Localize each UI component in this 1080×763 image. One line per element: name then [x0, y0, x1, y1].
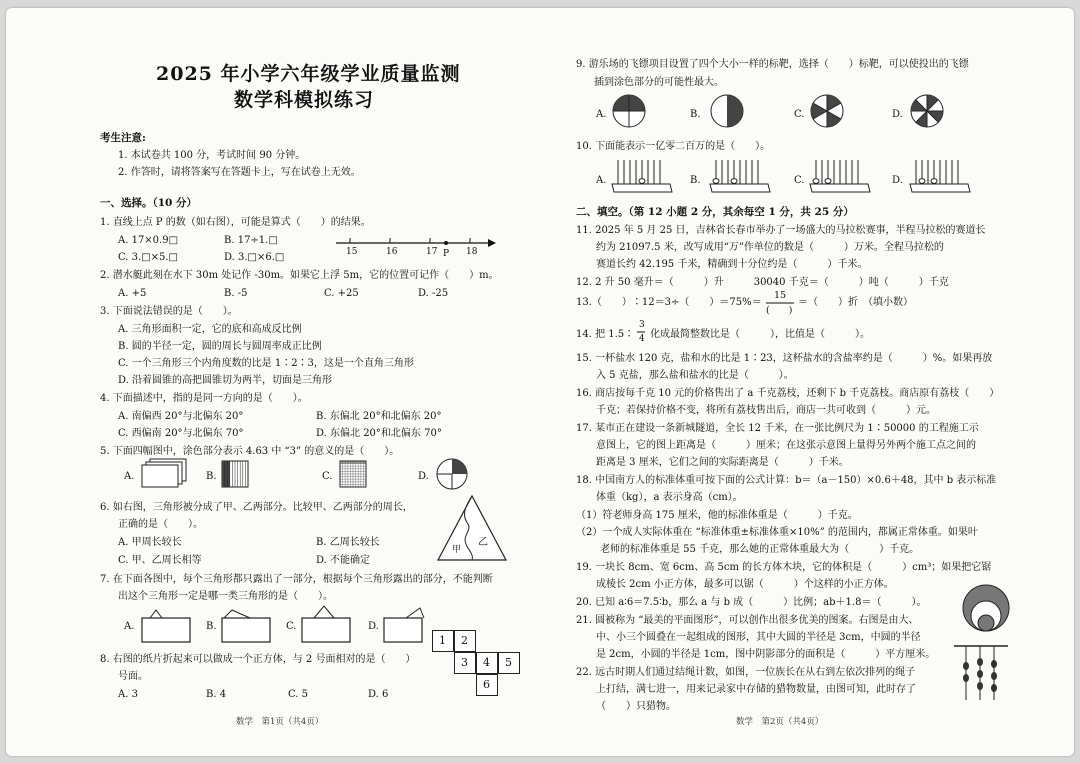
q2-option-a: A. +5	[118, 288, 147, 299]
q3-option-a: A. 三角形面积一定，它的底和高成反比例	[118, 324, 302, 335]
q19-line-2: 成棱长 2cm 小正方体，最多可以锯（ ）个这样的小正方体。	[596, 579, 894, 590]
q8-stem-cont: 号面。	[118, 671, 148, 682]
q18-sub-1: （1）符老师身高 175 厘米，他的标准体重是（ ）千克。	[576, 510, 858, 521]
q8-option-d: D. 6	[368, 689, 389, 700]
net-cell-label: 3	[461, 656, 468, 669]
q1-stem: 1. 直线上点 P 的数（如右图），可能是算式（ ）的结果。	[100, 217, 371, 228]
q18-line-2: 体重（kg），a 表示身高（cm）。	[596, 492, 743, 503]
q1-tick-15: 15	[346, 247, 358, 257]
q13-part-2: ＝（ ）折 （填小数）	[798, 297, 913, 308]
q6-option-d: D. 不能确定	[316, 555, 371, 566]
q9-dartboard-b	[710, 94, 746, 130]
q21-line-1: 21. 圆被称为 “最美的平面图形”，可以创作出很多优美的图案。右图是由大、	[576, 615, 919, 626]
net-cell-6	[476, 674, 498, 696]
q5-figure-c	[340, 461, 368, 489]
q9-dartboard-a	[612, 94, 648, 130]
q5-figure-d	[436, 458, 470, 492]
q1-tick-18: 18	[466, 247, 478, 257]
q8-option-a: A. 3	[118, 689, 138, 700]
q17-line-2: 意图上，它的图上距离是（ ）厘米；在这张示意图上量得另外两个施工点之间的	[596, 440, 976, 451]
q17-line-3: 距离是 3 厘米，它们之间的实际距离是（ ）千米。	[596, 457, 849, 468]
q8-option-b: B. 4	[206, 689, 227, 700]
q18-sub-2: （2）一个成人实际体重在 “标准体重±标准体重×10%” 的范围内，都属正常体重。如果叶	[576, 527, 978, 538]
q20: 20. 已知 a∶6＝7.5∶b，那么 a 与 b 成（ ）比例；ab＋1.8＝（ ）。	[576, 597, 927, 608]
q2-stem: 2. 潜水艇此刻在水下 30m 处记作 -30m。如果它上浮 5m，它的位置可记作（ ）m。	[100, 270, 499, 281]
net-cell-label: 4	[483, 656, 490, 669]
q1-option-c: C. 3.□×5.□	[118, 252, 179, 263]
q18-sub-2-cont: 老师的标准体重是 55 千克，那么她的正常体重最大为（ ）千克。	[600, 544, 920, 555]
q1-option-a: A. 17×0.9□	[118, 235, 179, 246]
q7-stem-cont: 出这个三角形一定是哪一类三角形的是（ ）。	[118, 591, 333, 602]
q11-line-1: 11. 2025 年 5 月 25 日，吉林省长春市举办了一场盛大的马拉松赛事，半程马拉松的赛道长	[576, 225, 986, 236]
q5-label-b: B.	[206, 471, 217, 482]
q21-line-2: 中、小三个圆叠在一起组成的图形，其中大圆的半径是 3cm，中圆的半径	[596, 632, 921, 643]
q1-tick-17: 17	[426, 247, 438, 257]
q6-stem-cont: 正确的是（ ）。	[118, 519, 203, 530]
q9-label-d: D.	[892, 109, 903, 120]
q2-option-d: D. -25	[418, 288, 449, 299]
net-cell-5	[498, 652, 520, 674]
q10-abacus-d	[910, 158, 970, 198]
q1-tick-16: 16	[386, 247, 398, 257]
q6-option-c: C. 甲、乙周长相等	[118, 555, 202, 566]
q1-option-d: D. 3.□×6.□	[224, 252, 285, 263]
q7-label-c: C.	[286, 621, 297, 632]
q3-option-c: C. 一个三角形三个内角度数的比是 1∶2∶3，这是一个直角三角形	[118, 358, 414, 369]
q9-dartboard-c	[810, 94, 846, 130]
q2-option-c: C. +25	[324, 288, 359, 299]
q13-part-1: 13.（ ）∶12＝3÷（ ）＝75%＝	[576, 297, 762, 308]
q10-label-d: D.	[892, 175, 903, 186]
exam-subtitle: 数学科模拟练习	[234, 89, 375, 111]
q4-stem: 4. 下面描述中，指的是同一方向的是（ ）。	[100, 393, 308, 404]
q4-option-c: C. 西偏南 20°与北偏东 70°	[118, 428, 244, 439]
net-cell-1	[432, 630, 454, 652]
page-1	[6, 8, 540, 756]
q6-label-yi: 乙	[478, 537, 488, 548]
q18-line-1: 18. 中国南方人的标准体重可按下面的公式计算：b＝（a－150）×0.6＋48，其中 b 表示标准	[576, 475, 997, 486]
q10-label-a: A.	[596, 175, 607, 186]
q2-option-b: B. -5	[224, 288, 248, 299]
q7-label-a: A.	[124, 621, 135, 632]
q22-knotted-rope-figure	[950, 642, 1012, 704]
q10-label-c: C.	[794, 175, 805, 186]
notice-heading: 考生注意:	[100, 132, 146, 144]
q4-option-d: D. 东偏北 20°和北偏东 70°	[316, 428, 442, 439]
q7-label-b: B.	[206, 621, 217, 632]
net-cell-label: 2	[461, 634, 468, 647]
q1-option-b: B. 17÷1.□	[224, 235, 278, 246]
q15-line-2: 入 5 克盐，那么盐和盐水的比是（ ）。	[596, 370, 794, 381]
notice-1: 1. 本试卷共 100 分，考试时间 90 分钟。	[118, 150, 306, 161]
q14-part-2: 化成最简整数比是（ ），比值是（ ）。	[650, 329, 870, 340]
q7-figure-d	[384, 606, 436, 644]
q7-figure-c	[302, 604, 352, 644]
q10-abacus-c	[810, 158, 870, 198]
page-2-footer: 数学 第2页（共4页）	[736, 717, 824, 727]
q7-figure-b	[222, 606, 272, 644]
net-cell-2	[454, 630, 476, 652]
q22-line-2: 上打结，满七进一，用来记录家中存储的猎物数量，由图可知，此时存了	[596, 684, 916, 695]
q14-numerator: 3	[639, 320, 645, 330]
q13-denominator: ( )	[766, 305, 793, 316]
q5-label-d: D.	[418, 471, 429, 482]
q11-line-3: 赛道长约 42.195 千米，精确到十分位约是（ ）千米。	[596, 259, 868, 270]
q17-line-1: 17. 某市正在建设一条新城隧道，全长 12 千米，在一张比例尺为 1∶50000 的工程施工示	[576, 423, 979, 434]
q5-label-a: A.	[124, 471, 135, 482]
q15-line-1: 15. 一杯盐水 120 克，盐和水的比是 1∶23，这杯盐水的含盐率约是（ ）%。如果再放	[576, 353, 993, 364]
net-cell-label: 6	[483, 678, 490, 691]
q13-numerator: 15	[774, 290, 787, 301]
q6-option-b: B. 乙周长较长	[316, 537, 380, 548]
q6-label-jia: 甲	[452, 545, 462, 555]
section-choice: 一、选择。（10 分）	[100, 197, 198, 209]
q6-triangle-figure	[436, 494, 508, 562]
q21-circles-figure	[962, 584, 1012, 634]
exam-title: 2025 年小学六年级学业质量监测	[156, 63, 461, 85]
q9-stem-cont: 插到涂色部分的可能性最大。	[594, 77, 724, 88]
q7-label-d: D.	[368, 621, 379, 632]
q7-figure-a	[142, 606, 192, 644]
q12: 12. 2 升 50 毫升＝（ ）升 30040 千克＝（ ）吨（ ）千克	[576, 277, 949, 288]
q9-dartboard-d	[910, 94, 946, 130]
q6-stem: 6. 如右图，三角形被分成了甲、乙两部分。比较甲、乙两部分的周长，	[100, 502, 413, 513]
q21-line-3: 是 2cm，小圆的半径是 1cm，图中阴影部分的面积是（ ）平方厘米。	[596, 649, 936, 660]
q10-abacus-a	[612, 158, 672, 198]
q4-option-b: B. 东偏北 20°和北偏东 20°	[316, 411, 442, 422]
net-cell-3	[454, 652, 476, 674]
q8-stem: 8. 右图的纸片折起来可以做成一个正方体，与 2 号面相对的是（ ）	[100, 654, 416, 665]
q14-denominator: 4	[639, 334, 645, 344]
net-cell-4	[476, 652, 498, 674]
q22-line-3: （ ）只猎物。	[596, 701, 676, 712]
q7-stem: 7. 在下面各图中，每个三角形都只露出了一部分，根据每个三角形露出的部分，不能判断	[100, 574, 493, 585]
q11-line-2: 约为 21097.5 米，改写成用“万”作单位的数是（ ）万米。全程马拉松的	[596, 242, 944, 253]
q3-option-b: B. 圆的半径一定，圆的周长与圆周率成正比例	[118, 341, 322, 352]
q14-part-1: 14. 把 1.5∶	[576, 329, 635, 340]
q9-label-b: B.	[690, 109, 701, 120]
q10-label-b: B.	[690, 175, 701, 186]
q3-stem: 3. 下面说法错误的是（ ）。	[100, 306, 238, 317]
q5-label-c: C.	[322, 471, 333, 482]
q9-stem: 9. 游乐场的飞镖项目设置了四个大小一样的标靶，选择（ ）标靶，可以使投出的飞镖	[576, 59, 969, 70]
q4-option-a: A. 南偏西 20°与北偏东 20°	[118, 411, 244, 422]
page-1-footer: 数学 第1页（共4页）	[236, 717, 324, 727]
exam-sheet	[6, 8, 1074, 756]
page-2	[540, 8, 1074, 756]
q22-line-1: 22. 远古时期人们通过结绳计数，如图，一位族长在从右到左依次排列的绳子	[576, 667, 916, 678]
q5-stem: 5. 下面四幅图中，涂色部分表示 4.63 中 “3” 的意义的是（ ）。	[100, 446, 400, 457]
q5-figure-a	[142, 459, 188, 489]
net-cell-label: 5	[505, 656, 512, 669]
q19-line-1: 19. 一块长 8cm、宽 6cm、高 5cm 的长方体木块，它的体积是（ ）cm³；如果把它锯	[576, 562, 992, 573]
q16-line-1: 16. 商店按每千克 10 元的价格售出了 a 千克荔枝，还剩下 b 千克荔枝。商店原有荔枝（ ）	[576, 388, 1000, 399]
q1-point-label: P	[443, 249, 450, 259]
q6-option-a: A. 甲周长较长	[118, 537, 182, 548]
q8-option-c: C. 5	[288, 689, 309, 700]
q5-figure-b	[222, 461, 250, 489]
q10-abacus-b	[710, 158, 770, 198]
q9-label-c: C.	[794, 109, 805, 120]
q16-line-2: 千克；若保持价格不变，将所有荔枝售出后，商店一共可收到（ ）元。	[596, 405, 936, 416]
q10-stem: 10. 下面能表示一亿零二百万的是（ ）。	[576, 141, 771, 152]
q3-option-d: D. 沿着圆锥的高把圆锥切为两半，切面是三角形	[118, 375, 333, 386]
q9-label-a: A.	[596, 109, 607, 120]
net-cell-label: 1	[439, 634, 446, 647]
notice-2: 2. 作答时，请将答案写在答题卡上，写在试卷上无效。	[118, 167, 361, 178]
section-fill: 二、填空。（第 12 小题 2 分，其余每空 1 分，共 25 分）	[576, 206, 854, 218]
